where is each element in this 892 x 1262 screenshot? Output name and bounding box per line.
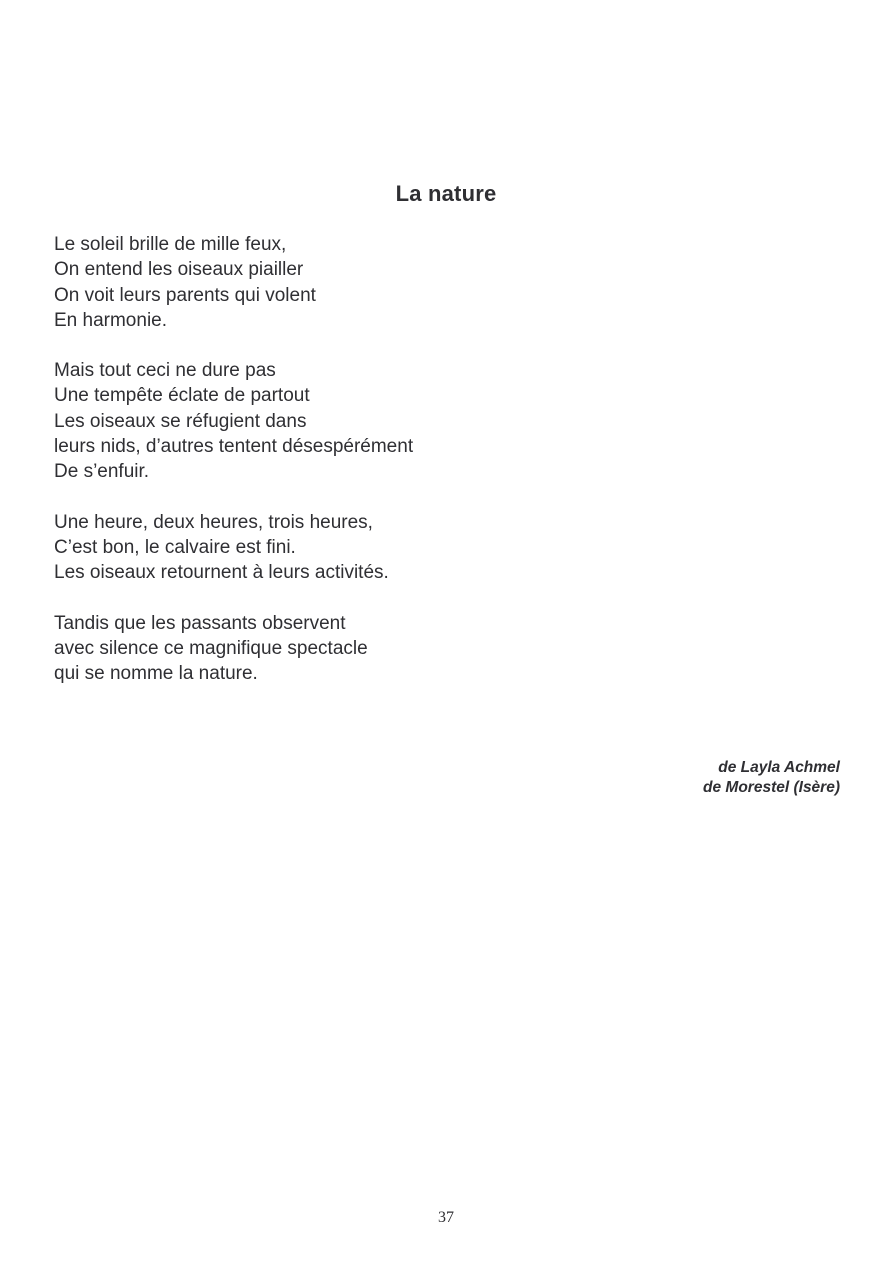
author-credit [703,758,840,798]
poem-line: leurs nids, d’autres tentent désespérément [54,436,414,458]
poem-line: C’est bon, le calvaire est fini. [54,536,296,558]
poem-line: Les oiseaux retournent à leurs activités. [54,562,389,584]
stanza [54,611,654,687]
stanza [54,232,654,333]
poem-line: Tandis que les passants observent [54,612,346,634]
poem-line: En harmonie. [54,309,168,331]
author-location: de Morestel (Isère) [703,779,840,796]
poem-line: avec silence ce magnifique spectacle [54,637,368,659]
poem-title: La nature [395,181,497,206]
author-name: de Layla Achmel [718,759,840,776]
stanza [54,358,654,484]
poem-line: On voit leurs parents qui volent [54,284,316,306]
page-number: 37 [438,1209,454,1226]
poem-line: Les oiseaux se réfugient dans [54,410,307,432]
poem-line: Mais tout ceci ne dure pas [54,360,276,382]
poem-line: Le soleil brille de mille feux, [54,234,287,255]
poem-body [54,232,654,711]
poem-line: qui se nomme la nature. [54,663,258,685]
stanza [54,510,654,586]
poem-line: Une tempête éclate de partout [54,385,310,407]
poem-line: Une heure, deux heures, trois heures, [54,511,373,533]
poem-line: De s’enfuir. [54,461,150,483]
poem-line: On entend les oiseaux piailler [54,259,304,281]
